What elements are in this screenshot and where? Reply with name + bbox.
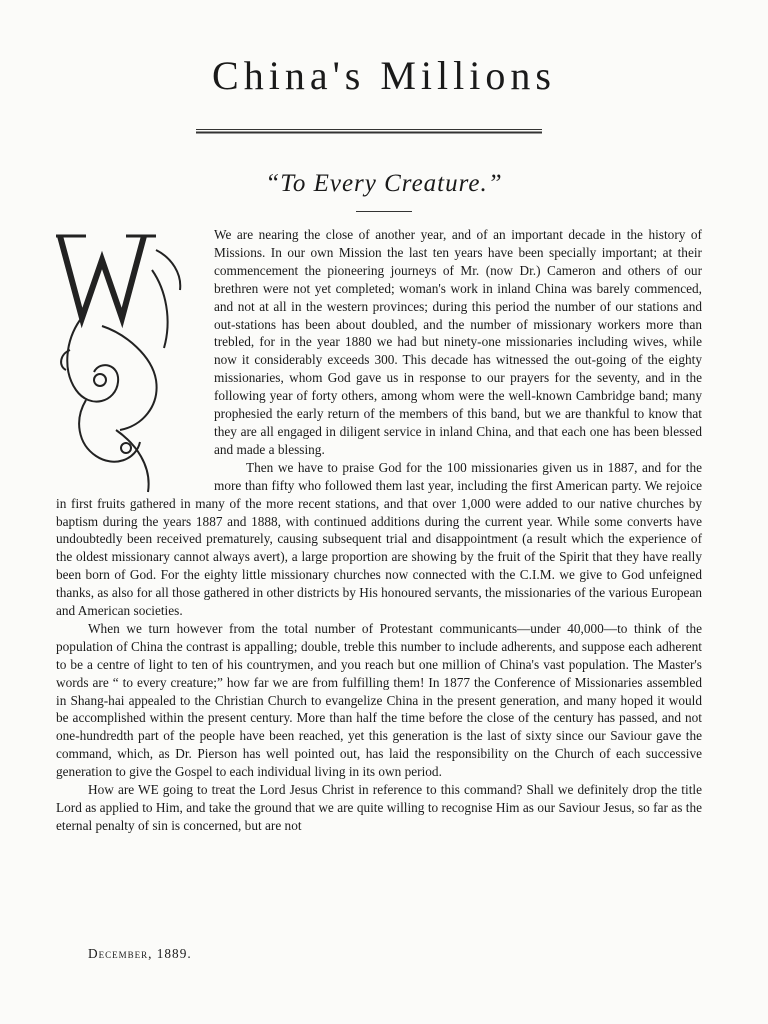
article-body xyxy=(56,226,702,835)
paragraph-4: How are WE going to treat the Lord Jesus Christ in reference to this command? Shall we definitely drop the title Lord as applied to Him, and take the ground that we are quite willing to recognise Him as our Saviour Jesus, so far as the eternal penalty of sin is concerned, but are not xyxy=(56,782,702,833)
dropcap-wrap-space xyxy=(56,226,214,492)
masthead-title: China's Millions xyxy=(212,53,556,98)
paragraph-1: We are nearing the close of another year, and of an important decade in the history of Missions. In our own Mission the last ten years have been specially important; at their commencement the pioneering journeys of Mr. (now Dr.) Cameron and others of our brethren were not yet completed; woman's work in inland China was barely commenced, and not at all in the western provinces; during this period the number of our stations and out-stations has been about doubled, and the number of missionary workers more than trebled, for in the year 1880 we had but ninety-one missionaries including wives, while now it considerably exceeds 300. This decade has witnessed the out-going of the eighty missionaries, whom God gave us in response to our prayers for the seventy, and in the following year of forty others, among whom were the well-known Cambridge band; many prophesied the early return of the members of this band, but we are thankful to know that they are all engaged in diligent service in inland China, and that each one has been blessed and made a blessing. xyxy=(214,227,702,457)
paragraph-2: Then we have to praise God for the 100 missionaries given us in 1887, and for the more than fifty who followed them last year, including the first American party. We rejoice in first fruits gathered in many of the more recent stations, and that over 1,000 were added to our native churches by baptism during the years 1887 and 1888, with continued additions during the current year. While some converts have undoubtedly been received prematurely, causing subsequent trial and disappointment (a result which the experience of the oldest missionary cannot always avert), a large proportion are showing by the fruit of the Spirit that they have really been born of God. For the eighty little missionary churches now connected with the C.I.M. we give to God unfeigned thanks, as also for all those gathered in other districts by His honoured servants, the missionaries of the various European and American societies. xyxy=(56,459,702,619)
dateline: December, 1889. xyxy=(88,946,192,961)
ornamental-rule xyxy=(196,128,542,134)
motto: “To Every Creature.” xyxy=(265,170,503,197)
divider xyxy=(356,211,412,212)
paragraph-3: When we turn however from the total number of Protestant communicants—under 40,000—to think of the population of China the contrast is appalling; double, treble this number to include adherents, and suppose each adherent to be a centre of light to ten of his countrymen, and you reach but one million of China's vast population. The Master's words are “ to every creature;” how far we are from fulfilling them! In 1877 the Conference of Missionaries assembled in Shang-hai appealed to the Christian Church to evangelize China in the present generation, and many hoped it would be accomplished within the present century. More than half the time before the close of the century has passed, and not one-hundredth part of the people have been reached, yet this generation is the last of sixty since our Saviour gave the command, which, as Dr. Pierson has well pointed out, has laid the responsibility on the Church of each successive generation to give the Gospel to each individual living in its own period. xyxy=(56,620,702,780)
